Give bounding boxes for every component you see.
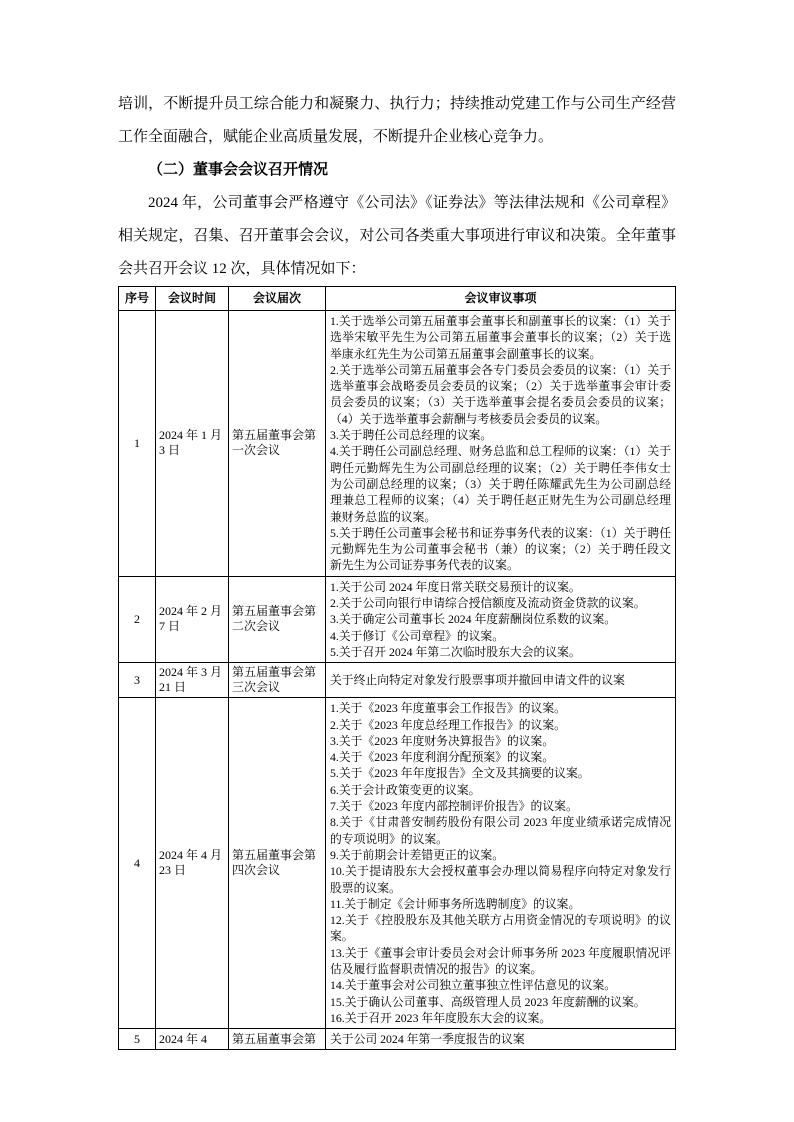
meeting-item: 11.关于制定《会计师事务所选聘制度》的议案。	[330, 896, 581, 911]
table-row	[119, 576, 676, 662]
meeting-item: 5.关于聘任公司董事会秘书和证券事务代表的议案：（1）关于聘任元勤辉先生为公司董事会秘书（兼）的议案；（2）关于聘任段文新先生为公司证券事务代表的议案。	[330, 525, 671, 573]
meeting-item: 6.关于会计政策变更的议案。	[330, 782, 481, 797]
table-header-cell: 序号	[119, 287, 156, 311]
meeting-item: 关于终止向特定对象发行股票事项并撤回申请文件的议案	[330, 673, 625, 688]
meeting-time: 2024 年 4 月 23 日	[156, 698, 229, 1029]
body-paragraph-2: 2024 年，公司董事会严格遵守《公司法》《证券法》等法律法规和《公司章程》相关规定，召集、召开董事会会议，对公司各类重大事项进行审议和决策。全年董事会共召开会议 12 次，具体情况如下：	[118, 195, 676, 277]
meeting-item: 5.关于召开 2024 年第二次临时股东大会的议案。	[330, 644, 581, 659]
meeting-item: 1.关于选举公司第五届董事会董事长和副董事长的议案：（1）关于选举宋敏平先生为公司第五届董事会董事长的议案；（2）关于选举康永红先生为公司第五届董事会副董事长的议案。	[330, 314, 671, 361]
meeting-item: 2.关于《2023 年度总经理工作报告》的议案。	[330, 717, 566, 732]
meeting-item: 15.关于确认公司董事、高级管理人员 2023 年度薪酬的议案。	[330, 994, 646, 1009]
meeting-item: 5.关于《2023 年年度报告》全文及其摘要的议案。	[330, 766, 590, 781]
meeting-item: 3.关于《2023 年度财务决算报告》的议案。	[330, 733, 555, 748]
meeting-seq: 1	[119, 311, 156, 577]
meeting-seq: 5	[119, 1029, 156, 1050]
table-row	[119, 311, 676, 577]
meeting-session: 第五届董事会第三次会议	[229, 663, 326, 698]
meeting-item: 4.关于聘任公司副总经理、财务总监和总工程师的议案：（1）关于聘任元勤辉先生为公司副总经理的议案；（2）关于聘任李伟女士为公司副总经理的议案；（3）关于聘任陈耀武先生为公司副总经理兼总工程师的议案；（4）关于聘任赵正财先生为公司副总经理兼财务总监的议案。	[330, 444, 671, 524]
meeting-item: 13.关于《董事会审计委员会对会计师事务所 2023 年度履职情况评估及履行监督职责情况的报告》的议案。	[330, 945, 671, 976]
meeting-session: 第五届董事会第二次会议	[229, 576, 326, 662]
meetings-table-body	[119, 311, 676, 1050]
table-header-row	[119, 287, 676, 311]
meeting-item: 12.关于《控股股东及其他关联方占用资金情况的专项说明》的议案。	[330, 913, 671, 944]
meeting-item: 8.关于《甘肃普安制药股份有限公司 2023 年度业绩承诺完成情况的专项说明》的议案。	[330, 815, 671, 846]
document-page	[118, 88, 676, 1050]
meeting-item: 16.关于召开 2023 年年度股东大会的议案。	[330, 1010, 552, 1025]
table-header-cell: 会议届次	[229, 287, 326, 311]
meeting-seq: 4	[119, 698, 156, 1029]
table-row	[119, 698, 676, 1029]
meeting-item: 1.关于《2023 年度董事会工作报告》的议案。	[330, 701, 566, 716]
meeting-item: 3.关于确定公司董事长 2024 年度薪酬岗位系数的议案。	[330, 612, 617, 627]
section-heading: （二）董事会会议召开情况	[148, 162, 329, 178]
meeting-items	[326, 311, 676, 577]
meeting-time: 2024 年 1 月 3 日	[156, 311, 229, 577]
board-meetings-table	[118, 286, 676, 1050]
meeting-item: 7.关于《2023 年度内部控制评价报告》的议案。	[330, 799, 578, 814]
table-row	[119, 1029, 676, 1050]
meeting-item: 关于公司 2024 年第一季度报告的议案	[330, 1032, 525, 1047]
meeting-session: 第五届董事会第	[229, 1029, 326, 1050]
meeting-items	[326, 576, 676, 662]
meeting-item: 9.关于前期会计差错更正的议案。	[330, 847, 505, 862]
meeting-items	[326, 663, 676, 698]
meeting-item: 4.关于《2023 年度利润分配预案》的议案。	[330, 750, 555, 765]
meeting-session: 第五届董事会第一次会议	[229, 311, 326, 577]
meeting-session: 第五届董事会第四次会议	[229, 698, 326, 1029]
meeting-items	[326, 698, 676, 1029]
meeting-item: 10.关于提请股东大会授权董事会办理以简易程序向特定对象发行股票的议案。	[330, 864, 671, 895]
meeting-item: 3.关于聘任公司总经理的议案。	[330, 428, 493, 443]
body-paragraph-1: 培训，不断提升员工综合能力和凝聚力、执行力；持续推动党建工作与公司生产经营工作全面融合，赋能企业高质量发展，不断提升企业核心竞争力。	[118, 96, 676, 145]
meeting-item: 2.关于公司向银行申请综合授信额度及流动资金贷款的议案。	[330, 596, 646, 611]
meeting-seq: 2	[119, 576, 156, 662]
meeting-seq: 3	[119, 663, 156, 698]
meeting-time: 2024 年 2 月 7 日	[156, 576, 229, 662]
table-row	[119, 663, 676, 698]
meeting-item: 14.关于董事会对公司独立董事独立性评估意见的议案。	[330, 978, 617, 993]
meeting-time: 2024 年 4	[156, 1029, 229, 1050]
meeting-items	[326, 1029, 676, 1050]
table-header-cell: 会议时间	[156, 287, 229, 311]
meeting-item: 2.关于选举公司第五届董事会各专门委员会委员的议案：（1）关于选举董事会战略委员会委员的议案；（2）关于选举董事会审计委员会委员的议案；（3）关于选举董事会提名委员会委员的议案；（4）关于选举董事会薪酬与考核委员会委员的议案。	[330, 362, 671, 426]
table-header-cell: 会议审议事项	[326, 287, 676, 311]
meeting-item: 4.关于修订《公司章程》的议案。	[330, 628, 505, 643]
meeting-time: 2024 年 3 月 21 日	[156, 663, 229, 698]
meeting-item: 1.关于公司 2024 年度日常关联交易预计的议案。	[330, 579, 581, 594]
